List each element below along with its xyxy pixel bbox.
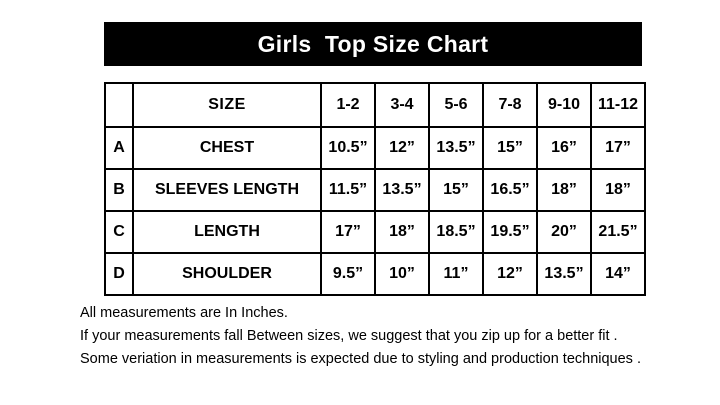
header-size-label: SIZE [133,83,321,127]
row-letter: D [105,253,133,295]
title-banner [104,22,642,66]
header-size-4: 7-8 [483,83,537,127]
row-value: 16” [537,127,591,169]
table-row [105,253,645,295]
row-value: 18” [591,169,645,211]
header-size-5: 9-10 [537,83,591,127]
row-value: 13.5” [537,253,591,295]
row-label: SLEEVES LENGTH [133,169,321,211]
header-size-2: 3-4 [375,83,429,127]
size-chart-table [104,82,646,296]
row-value: 18” [537,169,591,211]
row-label: SHOULDER [133,253,321,295]
header-corner-cell [105,83,133,127]
table-row [105,211,645,253]
row-value: 14” [591,253,645,295]
row-value: 10.5” [321,127,375,169]
header-size-6: 11-12 [591,83,645,127]
row-value: 10” [375,253,429,295]
table-row [105,127,645,169]
row-value: 18” [375,211,429,253]
row-value: 15” [429,169,483,211]
row-value: 11” [429,253,483,295]
note-line: Some veriation in measurements is expected due to styling and production techniques . [80,351,641,367]
row-letter: B [105,169,133,211]
note-line: If your measurements fall Between sizes, we suggest that you zip up for a better fit . [80,328,618,344]
row-value: 12” [483,253,537,295]
row-letter: A [105,127,133,169]
row-value: 21.5” [591,211,645,253]
row-value: 9.5” [321,253,375,295]
row-letter: C [105,211,133,253]
row-value: 19.5” [483,211,537,253]
row-value: 15” [483,127,537,169]
row-value: 13.5” [375,169,429,211]
notes-section [80,302,680,371]
row-label: LENGTH [133,211,321,253]
row-value: 18.5” [429,211,483,253]
header-size-3: 5-6 [429,83,483,127]
note-line: All measurements are In Inches. [80,305,288,321]
table-row [105,169,645,211]
row-value: 20” [537,211,591,253]
header-size-1: 1-2 [321,83,375,127]
row-value: 17” [321,211,375,253]
table-header-row [105,83,645,127]
row-value: 17” [591,127,645,169]
row-value: 12” [375,127,429,169]
row-value: 11.5” [321,169,375,211]
row-label: CHEST [133,127,321,169]
row-value: 13.5” [429,127,483,169]
row-value: 16.5” [483,169,537,211]
page-title: Girls Top Size Chart [257,30,489,57]
